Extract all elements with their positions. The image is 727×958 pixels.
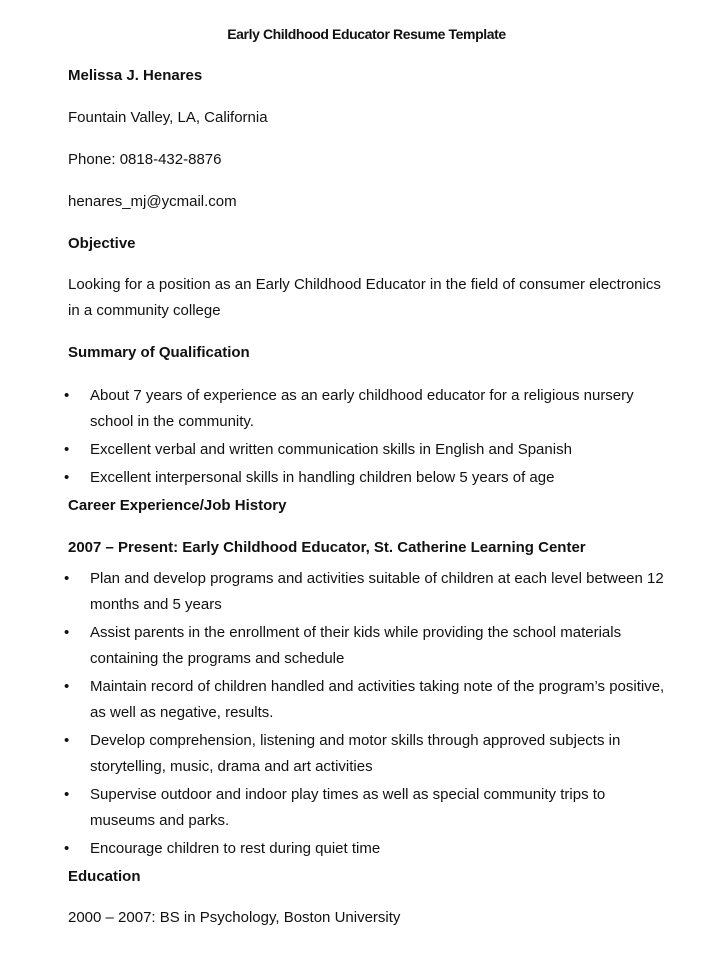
list-item: [62, 566, 672, 618]
bullet-icon: •: [64, 786, 70, 803]
list-item: [62, 728, 672, 780]
list-item: [62, 465, 672, 491]
list-item: [62, 383, 672, 435]
list-item-text: Excellent interpersonal skills in handling children below 5 years of age: [90, 469, 555, 486]
job-title: 2007 – Present: Early Childhood Educator, St. Catherine Learning Center: [68, 539, 586, 556]
bullet-icon: •: [64, 441, 70, 458]
list-item: [62, 620, 672, 672]
list-item-text: Plan and develop programs and activities suitable of children at each level between 12 months and 5 years: [90, 570, 664, 613]
list-item-text: About 7 years of experience as an early childhood educator for a religious nursery school in the community.: [90, 387, 634, 430]
list-item: [62, 674, 672, 726]
bullet-icon: •: [64, 387, 70, 404]
bullet-icon: •: [64, 678, 70, 695]
objective-text: Looking for a position as an Early Childhood Educator in the field of consumer electronics in a community college: [68, 276, 661, 319]
list-item-text: Excellent verbal and written communication skills in English and Spanish: [90, 441, 572, 458]
list-item-text: Maintain record of children handled and activities taking note of the program’s positive, as well as negative, results.: [90, 678, 665, 721]
candidate-phone: Phone: 0818-432-8876: [68, 151, 222, 168]
list-item-text: Encourage children to rest during quiet time: [90, 840, 381, 857]
career-heading: Career Experience/Job History: [68, 497, 287, 514]
list-item-text: Supervise outdoor and indoor play times as well as special community trips to museums and parks.: [90, 786, 606, 829]
bullet-icon: •: [64, 570, 70, 587]
list-item: [62, 782, 672, 834]
list-item: [62, 836, 672, 862]
bullet-icon: •: [64, 840, 70, 857]
bullet-icon: •: [64, 624, 70, 641]
education-heading: Education: [68, 868, 141, 885]
candidate-name: Melissa J. Henares: [68, 67, 203, 84]
qualifications-heading: Summary of Qualification: [68, 344, 250, 361]
list-item-text: Develop comprehension, listening and motor skills through approved subjects in storytelling, music, drama and art activities: [90, 732, 621, 775]
bullet-icon: •: [64, 469, 70, 486]
objective-heading: Objective: [68, 235, 136, 252]
document-title: Early Childhood Educator Resume Template: [227, 26, 506, 42]
list-item-text: Assist parents in the enrollment of their kids while providing the school materials containing the programs and schedule: [90, 624, 622, 667]
candidate-email: henares_mj@ycmail.com: [68, 193, 237, 210]
candidate-address: Fountain Valley, LA, California: [68, 109, 268, 126]
list-item: [62, 437, 672, 463]
bullet-icon: •: [64, 732, 70, 749]
education-entry: 2000 – 2007: BS in Psychology, Boston University: [68, 909, 401, 926]
career-duties-list: [62, 566, 672, 862]
qualifications-list: [62, 383, 672, 491]
